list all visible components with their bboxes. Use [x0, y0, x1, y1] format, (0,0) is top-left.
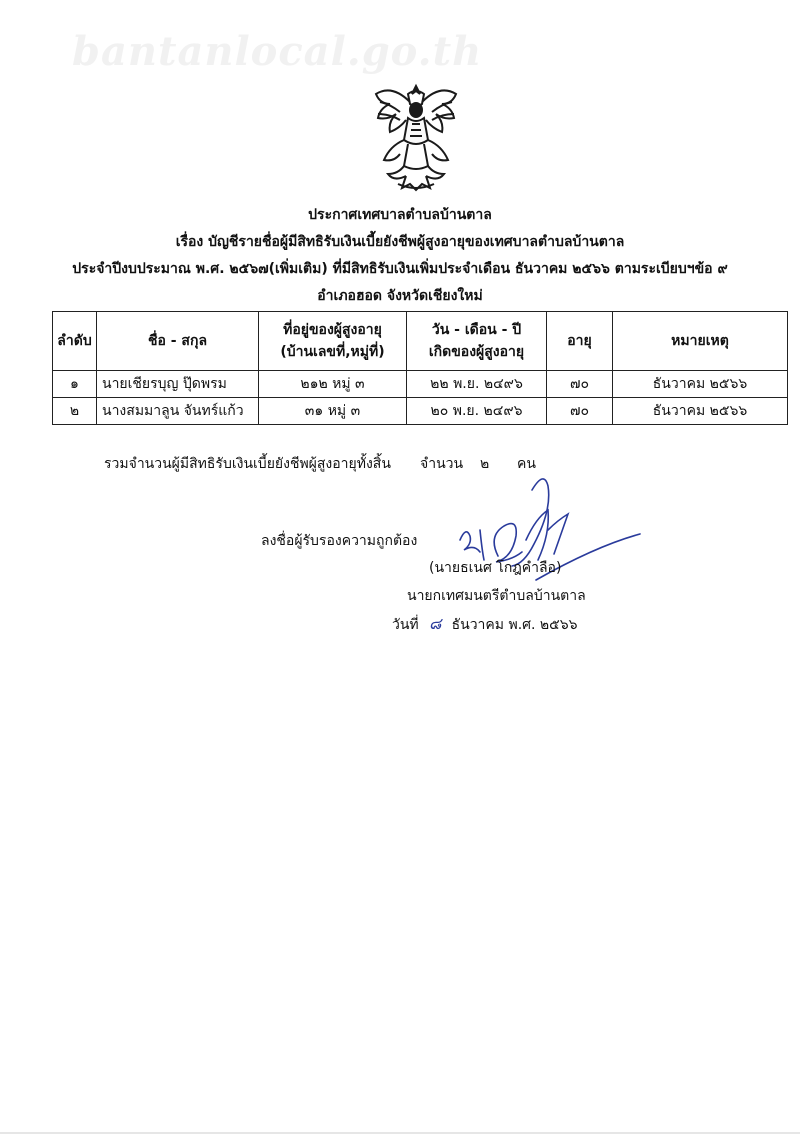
cell-no: ๑	[53, 371, 97, 398]
garuda-emblem-icon	[368, 80, 464, 194]
date-prefix: วันที่	[392, 617, 419, 633]
date-rest: ธันวาคม พ.ศ. ๒๕๖๖	[451, 617, 578, 633]
header-dob	[407, 312, 547, 371]
fiscal-year-line: ประจำปีงบประมาณ พ.ศ. ๒๕๖๗(เพิ่มเติม) ที่มีสิทธิรับเงินเพิ่มประจำเดือน ธันวาคม ๒๕๖๖ ตามระเบียบฯข้อ ๙	[72, 261, 728, 277]
header-age: อายุ	[547, 312, 613, 371]
cell-age: ๗๐	[547, 398, 613, 425]
cell-name: นางสมมาลูน จันทร์แก้ว	[97, 398, 259, 425]
certification-label: ลงชื่อผู้รับรองความถูกต้อง	[261, 533, 418, 549]
signature-date	[392, 612, 578, 637]
cell-no: ๒	[53, 398, 97, 425]
cell-address: ๒๑๒ หมู่ ๓	[259, 371, 407, 398]
header-address	[259, 312, 407, 371]
cell-address: ๓๑ หมู่ ๓	[259, 398, 407, 425]
header-dob-line2: เกิดของผู้สูงอายุ	[428, 344, 525, 360]
signer-title: นายกเทศมนตรีตำบลบ้านตาล	[407, 588, 586, 604]
header-address-line1: ที่อยู่ของผู้สูงอายุ	[283, 322, 382, 338]
cell-age: ๗๐	[547, 371, 613, 398]
signer-name: (นายธเนศ โกฎคำลือ)	[429, 560, 562, 576]
header-name: ชื่อ - สกุล	[97, 312, 259, 371]
subject-line: เรื่อง บัญชีรายชื่อผู้มีสิทธิรับเงินเบี้ยยังชีพผู้สูงอายุของเทศบาลตำบลบ้านตาล	[175, 234, 625, 250]
summary-unit: คน	[517, 456, 536, 472]
summary-label: รวมจำนวนผู้มีสิทธิรับเงินเบี้ยยังชีพผู้สูงอายุทั้งสิ้น	[104, 456, 391, 472]
cell-name: นายเชียรบุญ ปุ๊ดพรม	[97, 371, 259, 398]
cell-dob: ๒๐ พ.ย. ๒๔๙๖	[407, 398, 547, 425]
summary-count-label: จำนวน	[420, 456, 464, 472]
cell-dob: ๒๒ พ.ย. ๒๔๙๖	[407, 371, 547, 398]
announcement-title: ประกาศเทศบาลตำบลบ้านตาล	[308, 207, 492, 223]
table-row	[53, 398, 788, 425]
date-day: ๘	[428, 614, 442, 633]
summary-count: ๒	[480, 456, 490, 472]
page-edge-divider	[0, 1132, 800, 1134]
table-header-row	[53, 312, 788, 371]
cell-remark: ธันวาคม ๒๕๖๖	[613, 371, 788, 398]
header-address-line2: (บ้านเลขที่,หมู่ที่)	[280, 344, 385, 360]
header-dob-line1: วัน - เดือน - ปี	[431, 322, 522, 338]
cell-remark: ธันวาคม ๒๕๖๖	[613, 398, 788, 425]
watermark-text: bantanlocal.go.th	[72, 28, 483, 75]
district-line: อำเภอฮอด จังหวัดเชียงใหม่	[317, 288, 483, 304]
header-no: ลำดับ	[53, 312, 97, 371]
header-remark: หมายเหตุ	[613, 312, 788, 371]
table-row	[53, 371, 788, 398]
beneficiary-table	[52, 311, 788, 425]
